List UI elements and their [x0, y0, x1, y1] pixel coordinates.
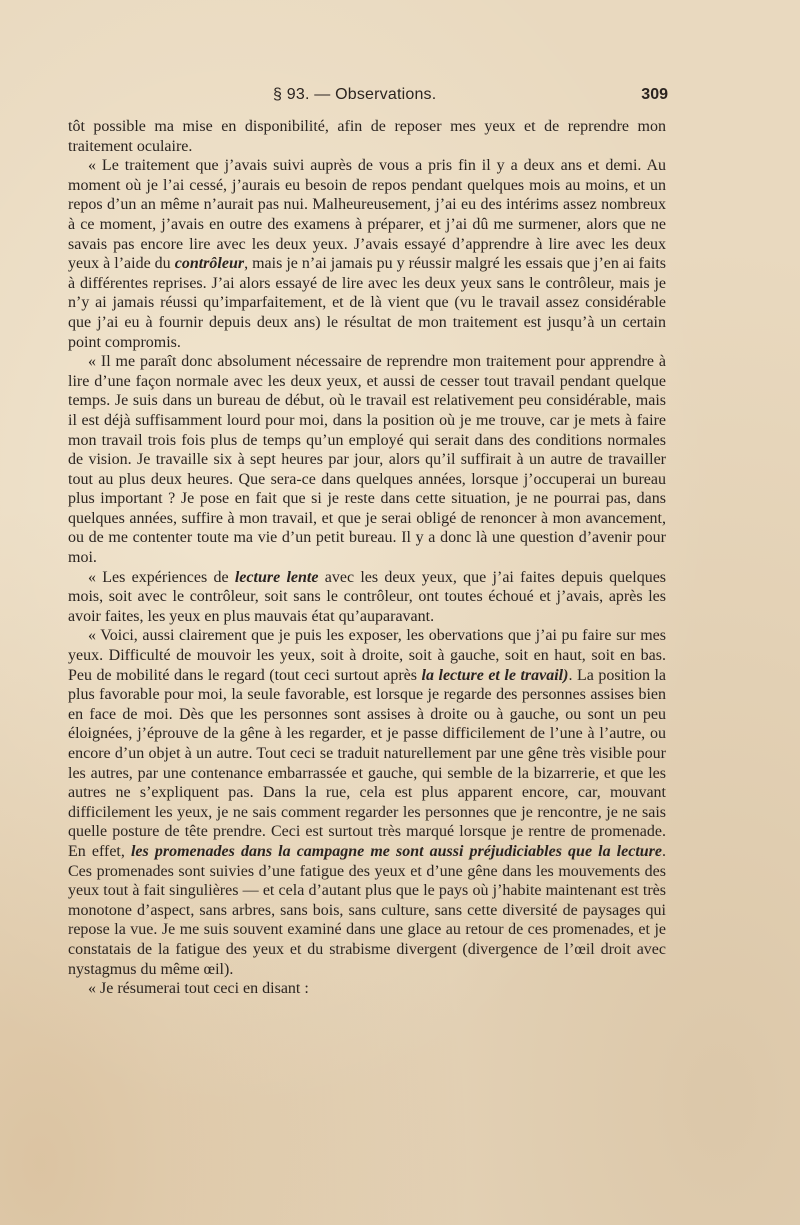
running-header	[68, 84, 668, 108]
paragraph	[68, 117, 666, 156]
body-text	[68, 117, 666, 999]
emphasized-text: lecture lente	[234, 568, 319, 586]
emphasized-text: les promenades dans la campagne me sont aussi préjudiciables que la lecture	[130, 842, 662, 860]
text-run: « Voici, aussi clairement que je puis les exposer, les obervations que j’ai pu faire sur mes yeux. Difficulté de mouvoir les yeux, soit à droite, soit à gauche, soit en haut, soit en bas. Peu de mobilité dans le regard (tout ceci surtout après	[68, 627, 666, 684]
text-run: « Le traitement que j’avais suivi auprès de vous a pris fin il y a deux ans et demi. Au moment où je l’ai cessé, j’aurais eu besoin de repos pendant quelques mois au moins, et un repos d’un an même n’aurait pas nui. Malheureusement, j’ai eu des intérims assez nombreux à ce moment, j’avais en outre des examens à préparer, et j’ai dû me surmener, alors que ne savais pas encore lire avec les deux yeux. J’avais essayé d’apprendre à lire avec les deux yeux à l’aide du	[68, 157, 666, 273]
emphasized-text: la lecture et le travail)	[421, 666, 569, 684]
paragraph	[68, 568, 666, 627]
section-title: § 93. — Observations.	[273, 86, 437, 103]
text-run: . La position la plus favorable pour moi, la seule favorable, est lorsque je regarde des personnes assises bien en face de moi. Dès que les personnes sont assises à droite ou à gauche, ou sont un peu éloignées, j’éprouve de la gêne à les regarder, et je passe difficilement de l’une à l’autre, ou encore d’un objet à un autre. Tout ceci se traduit naturellement par une gêne très visible pour les autres, par une contenance embarrassée et gauche, qui semble de la bizarrerie, et que les autres ne s’expliquent pas. Dans la rue, cela est plus apparent encore, car, mouvant difficilement les yeux, je ne sais comment regarder les personnes que je rencontre, je ne sais quelle posture de tête prendre. Ceci est surtout très marqué lorsque je rentre de promenade. En effet,	[68, 666, 667, 860]
paragraph	[68, 352, 666, 568]
emphasized-text: contrôleur	[174, 255, 245, 273]
paragraph	[68, 156, 666, 352]
paragraph	[68, 979, 666, 999]
paragraph	[68, 626, 666, 979]
text-run: . Ces promenades sont suivies d’une fatigue des yeux et d’une gêne dans les mouvements des yeux tout à fait singulières — et cela d’autant plus que le pays où j’habite maintenant est très monotone d’aspect, sans arbres, sans bois, sans culture, sans cette diversité de paysages qui repose la vue. Je me suis souvent examiné dans une glace au retour de ces promenades, et je constatais de la fatigue des yeux et du strabisme divergent (divergence de l’œil droit avec nystagmus du même œil).	[68, 842, 666, 978]
text-run: tôt possible ma mise en disponibilité, afin de reposer mes yeux et de reprendre mon traitement oculaire.	[68, 118, 666, 155]
text-run: , mais je n’ai jamais pu y réussir malgré les essais que j’en ai faits à différentes reprises. J’ai alors essayé de lire avec les deux yeux sans le contrôleur, mais je n’y ai jamais réussi qu’imparfaitement, et de là vient que (vu le travail assez considérable que j’ai eu à fournir depuis deux ans) le résultat de mon traitement est jusqu’à un certain point compromis.	[68, 255, 667, 351]
text-run: « Les expériences de	[88, 568, 235, 586]
text-run: « Je résumerai tout ceci en disant :	[88, 980, 309, 998]
page-number: 309	[641, 86, 668, 103]
text-run: avec les deux yeux, que j’ai faites depuis quelques mois, soit avec le contrôleur, soit sans le contrôleur, ont toutes échoué et j’avais, après les avoir faites, les yeux en plus mauvais état qu’auparavant.	[68, 568, 667, 625]
text-run: « Il me paraît donc absolument nécessaire de reprendre mon traitement pour apprendre à lire d’une façon normale avec les deux yeux, et aussi de cesser tout travail pendant quelque temps. Je suis dans un bureau de début, où le travail est relativement peu considérable, mais il est déjà suffisamment lourd pour moi, dans la position où je me trouve, car je mets à faire mon travail trois fois plus de temps qu’un employé qui serait dans des conditions normales de vision. Je travaille six à sept heures par jour, alors qu’il suffirait à un autre de travailler tout au plus deux heures. Que sera-ce dans quelques années, lorsque j’occuperai un bureau plus important ? Je pose en fait que si je reste dans cette situation, je ne pourrai pas, dans quelques années, suffire à mon travail, et que je serai obligé de renoncer à mon avancement, ou de me contenter toute ma vie d’un petit bureau. Il y a donc là une question d’avenir pour moi.	[68, 353, 666, 567]
